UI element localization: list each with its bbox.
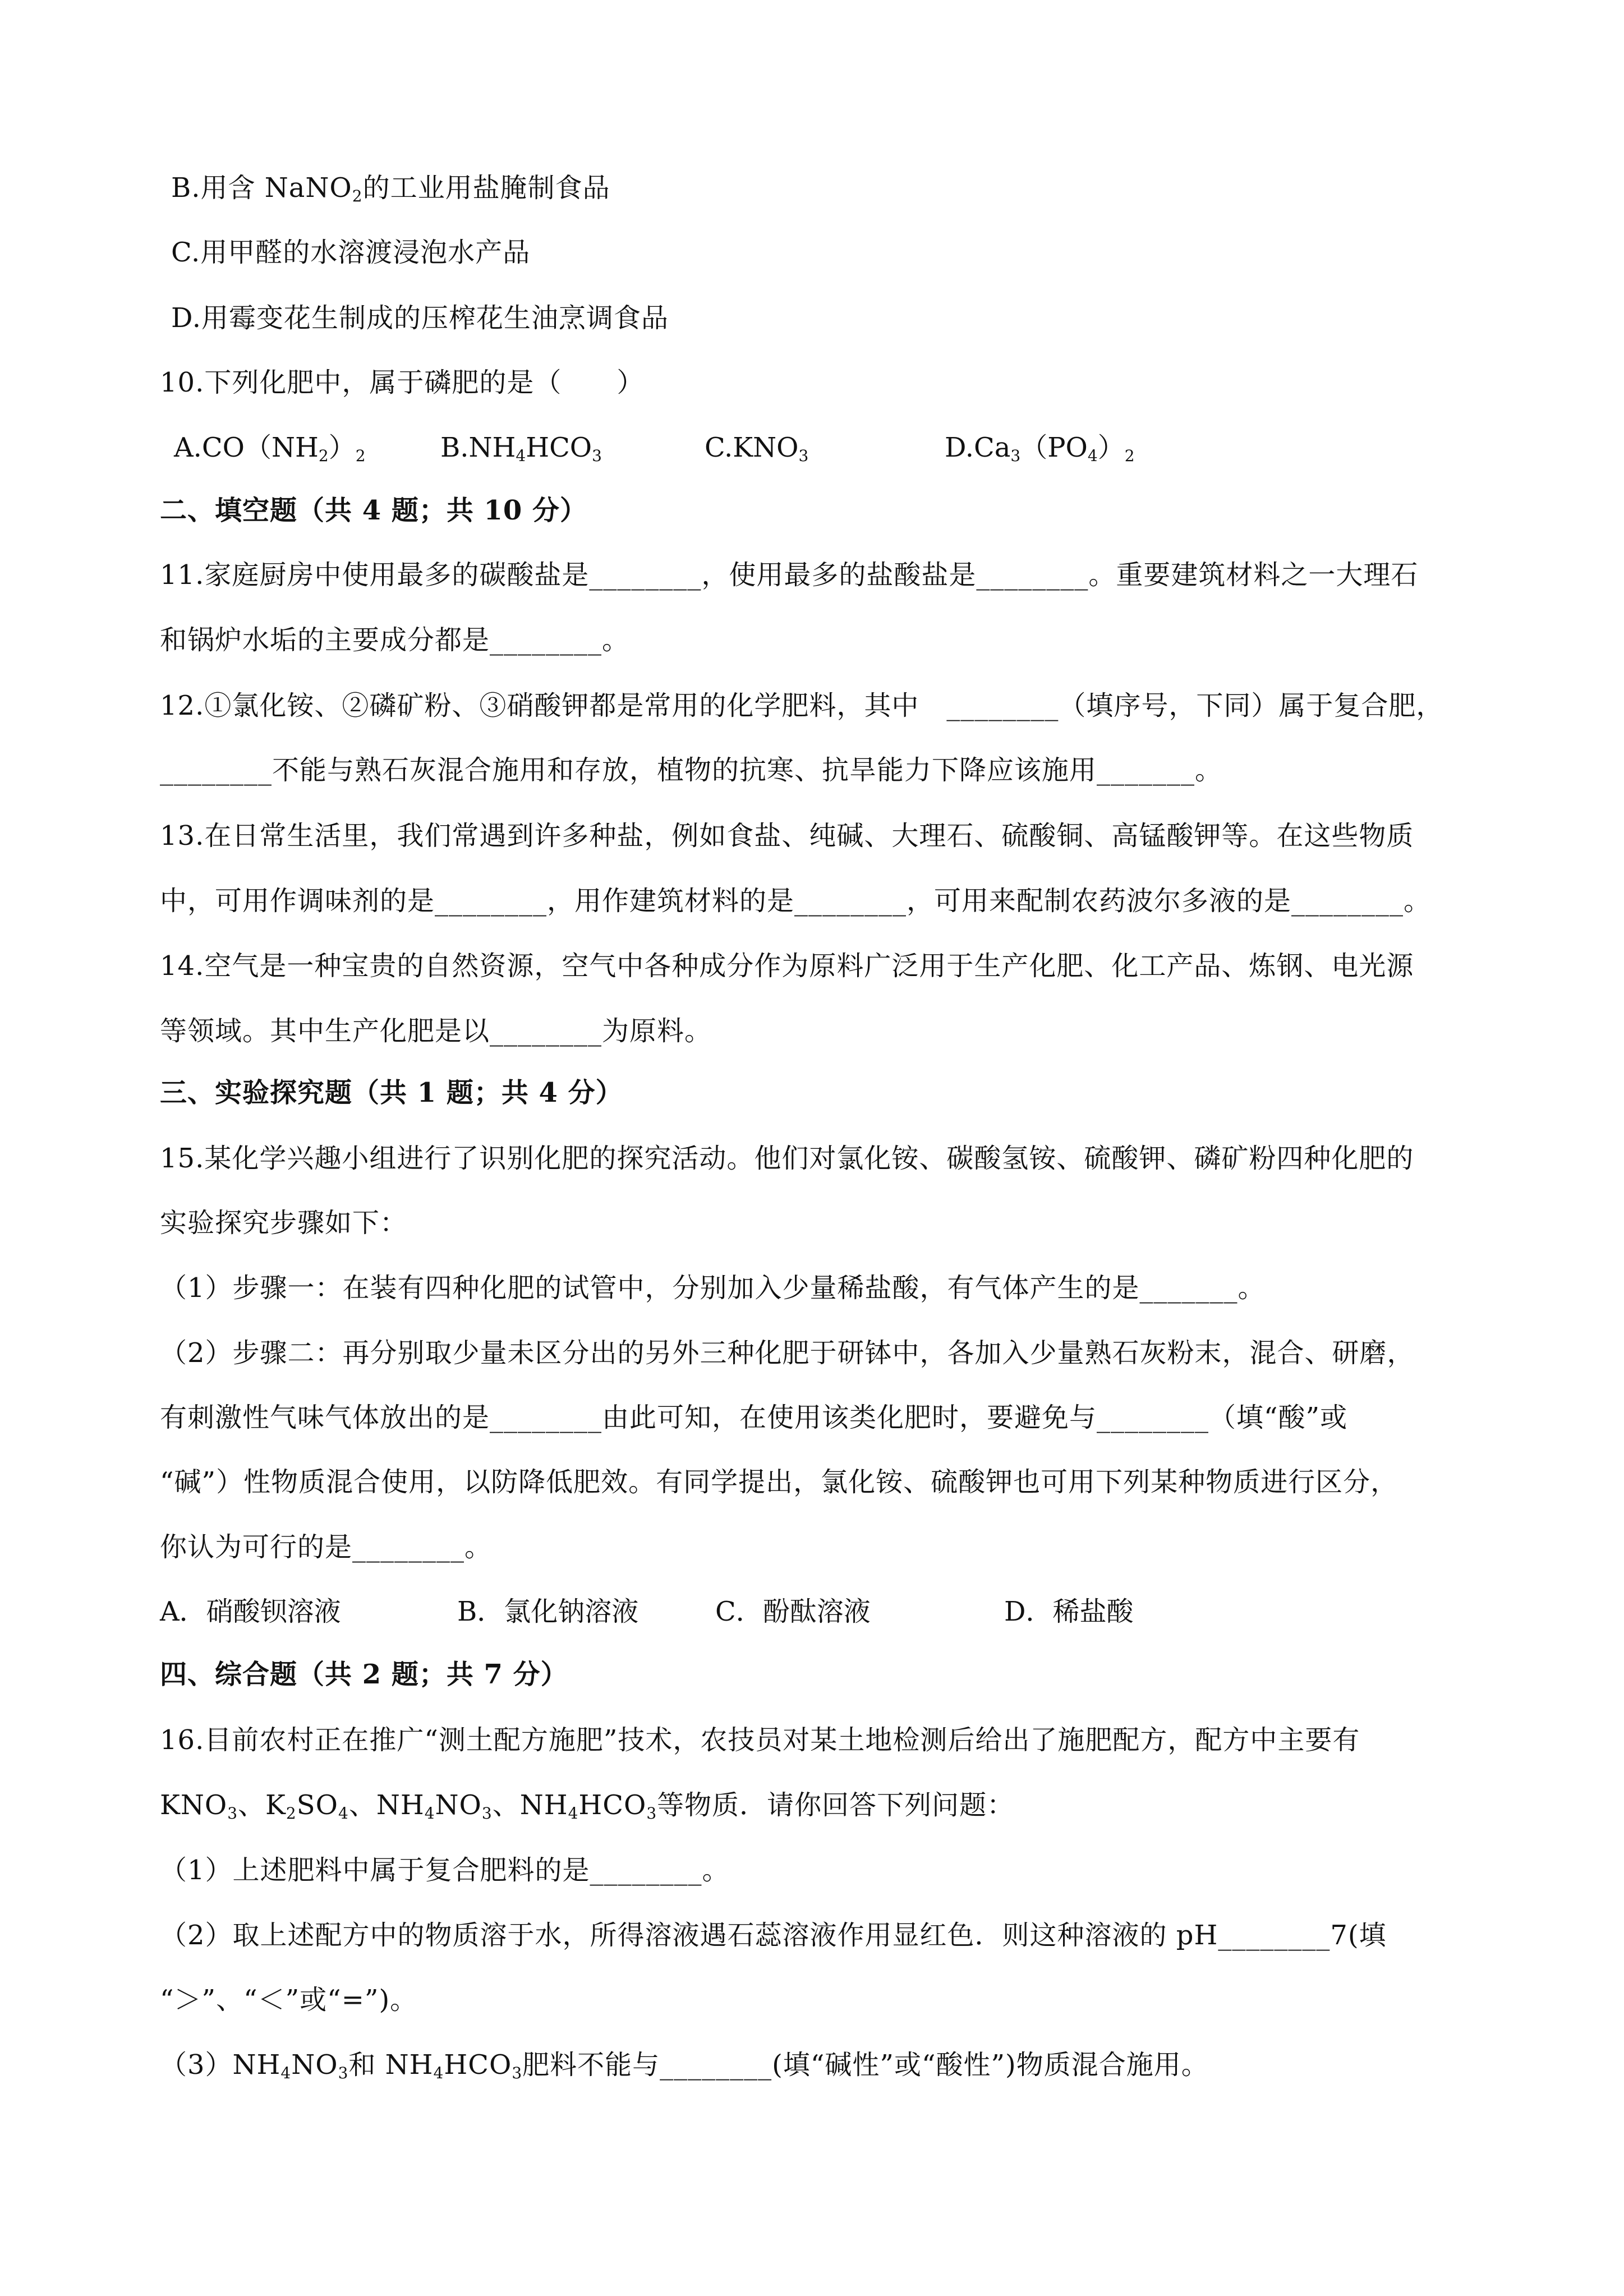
q9-option-c: C.用甲醛的水溶渡浸泡水产品: [171, 237, 531, 268]
q15-option-a: A．硝酸钡溶液: [160, 1596, 341, 1627]
q10-stem: 10.下列化肥中，属于磷肥的是（ ）: [160, 367, 645, 398]
q15-step-2-line-4: 你认为可行的是________。: [160, 1531, 493, 1563]
q15-line-1: 15.某化学兴趣小组进行了识别化肥的探究活动。他们对氯化铵、碳酸氢铵、硫酸钾、磷矿粉四种化肥的: [160, 1143, 1414, 1174]
q10-option-b: $B.NH_4HCO_3$: [440, 432, 602, 465]
q13-line-1: 13.在日常生活里，我们常遇到许多种盐，例如食盐、纯碱、大理石、硫酸铜、高锰酸钾等。在这些物质: [160, 820, 1414, 852]
q14-line-2: 等领域。其中生产化肥是以________为原料。: [160, 1015, 712, 1047]
q15-option-c: C．酚酞溶液: [715, 1596, 871, 1627]
q13-line-2: 中，可用作调味剂的是________，用作建筑材料的是________，可用来配制农药波尔多液的是________。: [160, 885, 1432, 917]
section-2-heading: 二、填空题（共 4 题；共 10 分）: [160, 495, 588, 526]
q16-part-1: （1）上述肥料中属于复合肥料的是________。: [160, 1855, 730, 1886]
q10-option-d: $D.Ca_3(PO_4)_2$: [945, 432, 1135, 465]
q15-option-d: D．稀盐酸: [1004, 1596, 1134, 1627]
q12-line-1: 12.①氯化铵、②磷矿粉、③硝酸钾都是常用的化学肥料，其中 ________（填序号，下同）属于复合肥，: [160, 690, 1444, 721]
q15-step-1: （1）步骤一：在装有四种化肥的试管中，分别加入少量稀盐酸，有气体产生的是_______。: [160, 1272, 1266, 1304]
q9-option-b: B.用含 NaNO$_2$的工业用盐腌制食品: [171, 172, 610, 205]
q16-part-2-line-2: “＞”、“＜”或“=”)。: [160, 1984, 418, 2016]
q16-line-1: 16.目前农村正在推广“测土配方施肥”技术，农技员对某土地检测后给出了施肥配方，配方中主要有: [160, 1724, 1360, 1756]
q11-line-2: 和锅炉水垢的主要成分都是________。: [160, 624, 630, 656]
q10-option-a: $A.CO(NH_2)_2$: [174, 432, 366, 465]
q10-option-c: $C.KNO_3$: [705, 432, 809, 465]
q15-step-2-line-1: （2）步骤二：再分别取少量未区分出的另外三种化肥于研钵中，各加入少量熟石灰粉末，混合、研磨，: [160, 1337, 1415, 1369]
q15-step-2-line-2: 有刺激性气味气体放出的是________由此可知，在使用该类化肥时，要避免与________（填“酸”或: [160, 1402, 1348, 1433]
q16-part-2-line-1: （2）取上述配方中的物质溶于水，所得溶液遇石蕊溶液作用显红色．则这种溶液的 pH________7(填: [160, 1920, 1387, 1951]
q16-line-2: $KNO_3$、$K_2SO_4$、$NH_4NO_3$、$NH_4HCO_3$等物质．请你回答下列问题：: [160, 1789, 1015, 1823]
q15-step-2-line-3: “碱”）性物质混合使用，以防降低肥效。有同学提出，氯化铵、硫酸钾也可用下列某种物质进行区分，: [160, 1466, 1398, 1498]
section-4-heading: 四、综合题（共 2 题；共 7 分）: [160, 1659, 568, 1690]
section-3-heading: 三、实验探究题（共 1 题；共 4 分）: [160, 1077, 623, 1108]
q14-line-1: 14.空气是一种宝贵的自然资源，空气中各种成分作为原料广泛用于生产化肥、化工产品、炼钢、电光源: [160, 950, 1414, 982]
q15-option-b: B．氯化钠溶液: [457, 1596, 639, 1627]
q15-line-2: 实验探究步骤如下：: [160, 1207, 408, 1239]
q16-part-3: $(3)NH_4NO_3$和 $NH_4HCO_3$肥料不能与________(填“碱性”或“酸性”)物质混合施用。: [160, 2049, 1209, 2082]
q12-line-2: ________不能与熟石灰混合施用和存放，植物的抗寒、抗旱能力下降应该施用_______。: [160, 754, 1223, 786]
q11-line-1: 11.家庭厨房中使用最多的碳酸盐是________，使用最多的盐酸盐是________。重要建筑材料之一大理石: [160, 559, 1419, 591]
q9-option-d: D.用霉变花生制成的压榨花生油烹调食品: [171, 302, 669, 334]
